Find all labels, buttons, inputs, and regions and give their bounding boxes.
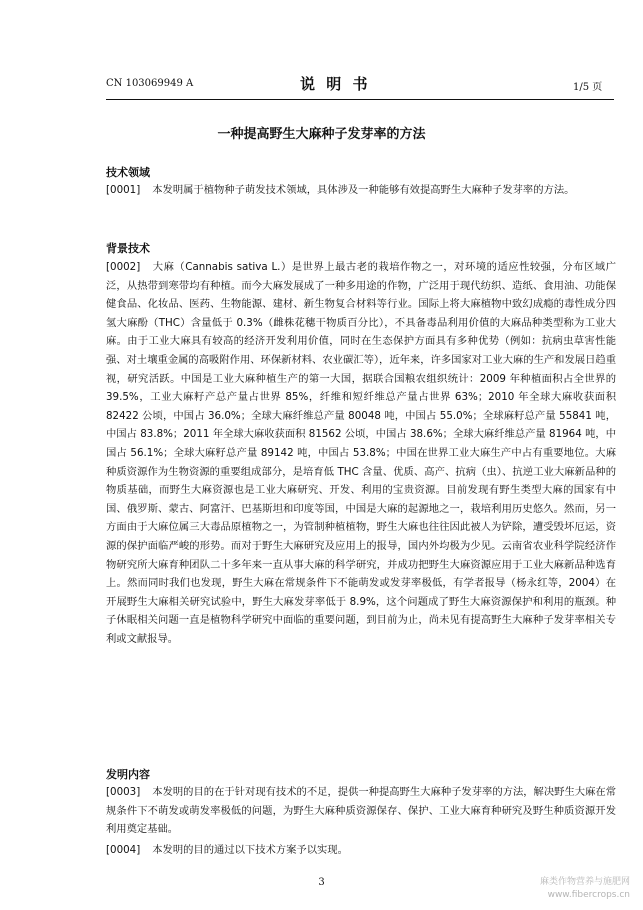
paragraph-number: [0004]	[106, 844, 141, 856]
site-watermark	[498, 876, 630, 902]
paragraph-number: [0002]	[106, 261, 141, 273]
page-number: 3	[318, 877, 325, 888]
paragraph-text: 本发明的目的通过以下技术方案予以实现。	[152, 844, 348, 856]
watermark-site-name: 麻类作物营养与施肥网	[539, 877, 630, 887]
paragraph-text: 大麻（Cannabis sativa L.）是世界上最古老的栽培作物之一，对环境的适应性较强，分布区域广泛，从热带到寒带均有种植。而今大麻发展成了一种多用途的作物，广泛用于现代纺织、造纸、食用油、功能保健食品、化妆品、医药、生物能源、建材、新生物复合材料等行业。国际上将大麻植物中致幻成瘾的毒性成分四氢大麻酚（THC）含量低于 0.3%（雌株花穗干物质百分比），不具备毒品利用价值的大麻品种类型称为工业大麻。由于工业大麻具有较高的经济开发利用价值，同时在生态保护方面具有多种优势（例如：抗病虫草害性能强、对土壤重金属的高吸附作用、环保新材料、农业碳汇等），近年来，许多国家对工业大麻的生产和发展日趋重视，研究活跃。中国是工业大麻种植生产的第一大国，据联合国粮农组织统计：2009 年种植面积占全世界的 39.5%，工业大麻籽产总产量占世界 85%，纤维和短纤维总产量占世界 63%；2010 年全球大麻收获面积 82422 公顷，中国占 36.0%；全球大麻纤维总产量 80048 吨，中国占 55.0%；全球麻籽总产量 55841 吨，中国占 83.8%；2011 年全球大麻收获面积 81562 公顷，中国占 38.6%；全球大麻纤维总产量 81964 吨，中国占 56.1%；全球大麻籽总产量 89142 吨，中国占 53.8%；中国在世界工业大麻生产中占有重要地位。大麻种质资源作为生物资源的重要组成部分，是培育低 THC 含量、优质、高产、抗病（虫）、抗逆工业大麻新品种的物质基础，而野生大麻资源也是工业大麻研究、开发、利用的宝贵资源。目前发现有野生类型大麻的国家有中国、俄罗斯、蒙古、阿富汗、巴基斯坦和印度等国，中国是大麻的起源地之一，栽培利用历史悠久。然而，另一方面由于大麻位属三大毒品原植物之一，为管制种植植物，野生大麻也往往因此被人为铲除，遭受毁坏厄运，资源的保护面临严峻的形势。而对于野生大麻研究及应用上的报导，国内外均极为少见。云南省农业科学院经济作物研究所大麻育种团队二十多年来一直从事大麻的科学研究，并成功把野生大麻资源应用于工业大麻新品种选育上。然而同时我们也发现，野生大麻在常规条件下不能萌发或发芽率极低，有学者报导（杨永红等，2004）在开展野生大麻相关研究试验中，野生大麻发芽率低于 8.9%，这个问题成了野生大麻资源保护和利用的瓶颈。种子休眠相关问题一直是植物科学研究中面临的重要问题，到目前为止，尚未见有提高野生大麻种子发芽率相关专利或文献报导。	[106, 261, 616, 645]
heading-background: 背景技术	[106, 242, 150, 255]
paragraph-text: 本发明属于植物种子萌发技术领域，具体涉及一种能够有效提高野生大麻种子发芽率的方法。	[152, 184, 575, 196]
heading-tech-field: 技术领域	[106, 166, 150, 179]
paragraph-0001	[106, 181, 616, 200]
paragraph-text: 本发明的目的在于针对现有技术的不足，提供一种提高野生大麻种子发芽率的方法，解决野生大麻在常规条件下不萌发或萌发率极低的问题，为野生大麻种质资源保存、保护、工业大麻育种研究及野生种质资源开发利用奠定基础。	[106, 786, 616, 836]
patent-number: CN 103069949 A	[106, 78, 194, 89]
paragraph-0004	[106, 841, 616, 860]
paragraph-0003	[106, 783, 616, 839]
header-divider	[106, 99, 614, 100]
page-indicator: 1/5 页	[573, 82, 603, 93]
document-title: 一种提高野生大麻种子发芽率的方法	[217, 127, 426, 142]
paragraph-0002	[106, 258, 616, 648]
paragraph-number: [0003]	[106, 786, 141, 798]
paragraph-number: [0001]	[106, 184, 141, 196]
document-type: 说 明 书	[300, 75, 371, 93]
watermark-url: www.fibercrops.cn	[547, 890, 630, 900]
heading-invention: 发明内容	[106, 768, 150, 781]
